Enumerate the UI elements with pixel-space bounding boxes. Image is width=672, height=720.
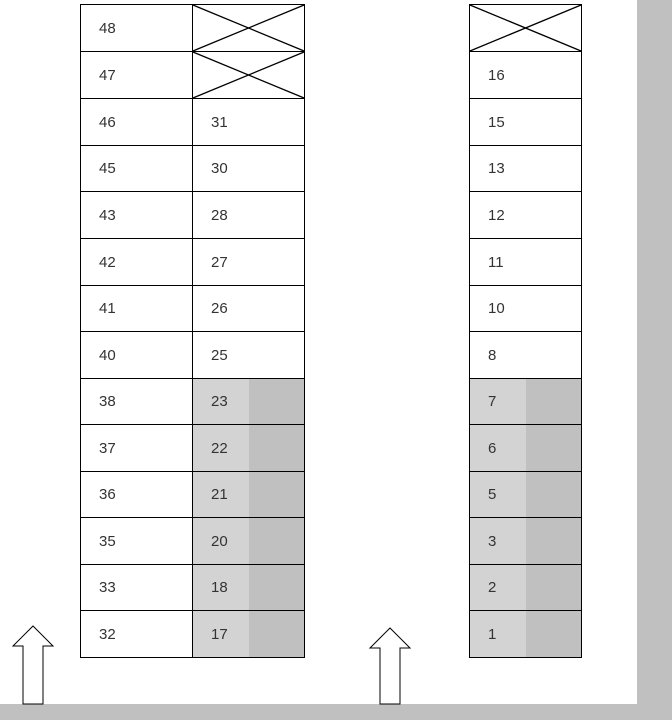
space-number: 6 bbox=[488, 439, 497, 457]
space-number: 15 bbox=[488, 113, 505, 131]
shaded-section bbox=[470, 611, 526, 657]
parking-space bbox=[193, 425, 305, 472]
shaded-section bbox=[470, 472, 526, 517]
space-number: 25 bbox=[211, 346, 228, 364]
parking-space bbox=[81, 52, 193, 99]
parking-space bbox=[193, 472, 305, 518]
parking-space bbox=[193, 146, 305, 192]
parking-space bbox=[470, 192, 582, 239]
parking-space bbox=[470, 565, 582, 611]
parking-space bbox=[81, 425, 193, 472]
parking-space bbox=[81, 472, 193, 518]
parking-space bbox=[193, 99, 305, 146]
cross-icon bbox=[193, 52, 304, 98]
parking-space bbox=[470, 472, 582, 518]
space-number: 41 bbox=[99, 300, 116, 317]
space-number: 1 bbox=[488, 625, 497, 643]
space-number: 13 bbox=[488, 160, 505, 177]
space-number: 30 bbox=[211, 160, 228, 177]
space-number: 36 bbox=[99, 486, 116, 503]
parking-space bbox=[470, 99, 582, 146]
space-number: 16 bbox=[488, 66, 505, 84]
space-number: 33 bbox=[99, 579, 116, 596]
parking-space bbox=[81, 332, 193, 379]
right-border-band bbox=[637, 0, 672, 720]
space-number: 2 bbox=[488, 579, 497, 596]
parking-space bbox=[81, 611, 193, 658]
block-a-left-column bbox=[80, 4, 193, 658]
space-number: 40 bbox=[99, 346, 116, 364]
space-number: 47 bbox=[99, 66, 116, 84]
space-number: 18 bbox=[211, 579, 228, 596]
parking-space bbox=[81, 379, 193, 425]
parking-space bbox=[81, 192, 193, 239]
parking-space bbox=[193, 565, 305, 611]
parking-space bbox=[193, 518, 305, 565]
space-number: 35 bbox=[99, 532, 116, 550]
space-number: 32 bbox=[99, 625, 116, 643]
parking-space bbox=[81, 5, 193, 52]
cross-icon bbox=[470, 5, 581, 51]
space-number: 21 bbox=[211, 486, 228, 503]
space-number: 26 bbox=[211, 300, 228, 317]
space-number: 23 bbox=[211, 393, 228, 410]
space-number: 46 bbox=[99, 113, 116, 131]
shaded-section bbox=[470, 379, 526, 424]
shaded-section bbox=[470, 518, 526, 564]
parking-space bbox=[470, 379, 582, 425]
parking-space bbox=[470, 611, 582, 658]
parking-space bbox=[470, 52, 582, 99]
space-number: 7 bbox=[488, 393, 497, 410]
parking-space bbox=[81, 239, 193, 286]
space-number: 17 bbox=[211, 625, 228, 643]
parking-space bbox=[81, 99, 193, 146]
parking-space bbox=[470, 239, 582, 286]
space-number: 3 bbox=[488, 532, 497, 550]
space-number: 31 bbox=[211, 113, 228, 131]
shaded-section bbox=[470, 565, 526, 610]
space-number: 38 bbox=[99, 393, 116, 410]
parking-space bbox=[193, 286, 305, 332]
up-arrow-icon bbox=[10, 625, 56, 705]
parking-space bbox=[81, 286, 193, 332]
space-number: 8 bbox=[488, 346, 497, 364]
space-number: 42 bbox=[99, 253, 116, 271]
shaded-section bbox=[470, 425, 526, 471]
parking-space bbox=[193, 239, 305, 286]
parking-space bbox=[193, 379, 305, 425]
space-number: 37 bbox=[99, 439, 116, 457]
parking-space bbox=[470, 332, 582, 379]
parking-space bbox=[470, 518, 582, 565]
parking-space bbox=[193, 192, 305, 239]
space-number: 10 bbox=[488, 300, 505, 317]
space-number: 12 bbox=[488, 206, 505, 224]
parking-space bbox=[470, 286, 582, 332]
space-number: 45 bbox=[99, 160, 116, 177]
parking-space bbox=[81, 146, 193, 192]
parking-space bbox=[470, 146, 582, 192]
space-number: 20 bbox=[211, 532, 228, 550]
block-a-right-column bbox=[192, 4, 305, 658]
bottom-border-band bbox=[0, 704, 672, 720]
space-number: 48 bbox=[99, 19, 116, 37]
parking-space bbox=[193, 332, 305, 379]
space-number: 27 bbox=[211, 253, 228, 271]
space-number: 22 bbox=[211, 439, 228, 457]
space-number: 5 bbox=[488, 486, 497, 503]
parking-space bbox=[470, 425, 582, 472]
blocked-space bbox=[470, 5, 582, 52]
space-number: 11 bbox=[488, 253, 504, 271]
parking-space bbox=[81, 518, 193, 565]
blocked-space bbox=[193, 52, 305, 99]
parking-space bbox=[81, 565, 193, 611]
space-number: 28 bbox=[211, 206, 228, 224]
parking-space bbox=[193, 611, 305, 658]
space-number: 43 bbox=[99, 206, 116, 224]
blocked-space bbox=[193, 5, 305, 52]
cross-icon bbox=[193, 5, 304, 51]
up-arrow-icon bbox=[367, 627, 413, 705]
block-b-column bbox=[469, 4, 582, 658]
